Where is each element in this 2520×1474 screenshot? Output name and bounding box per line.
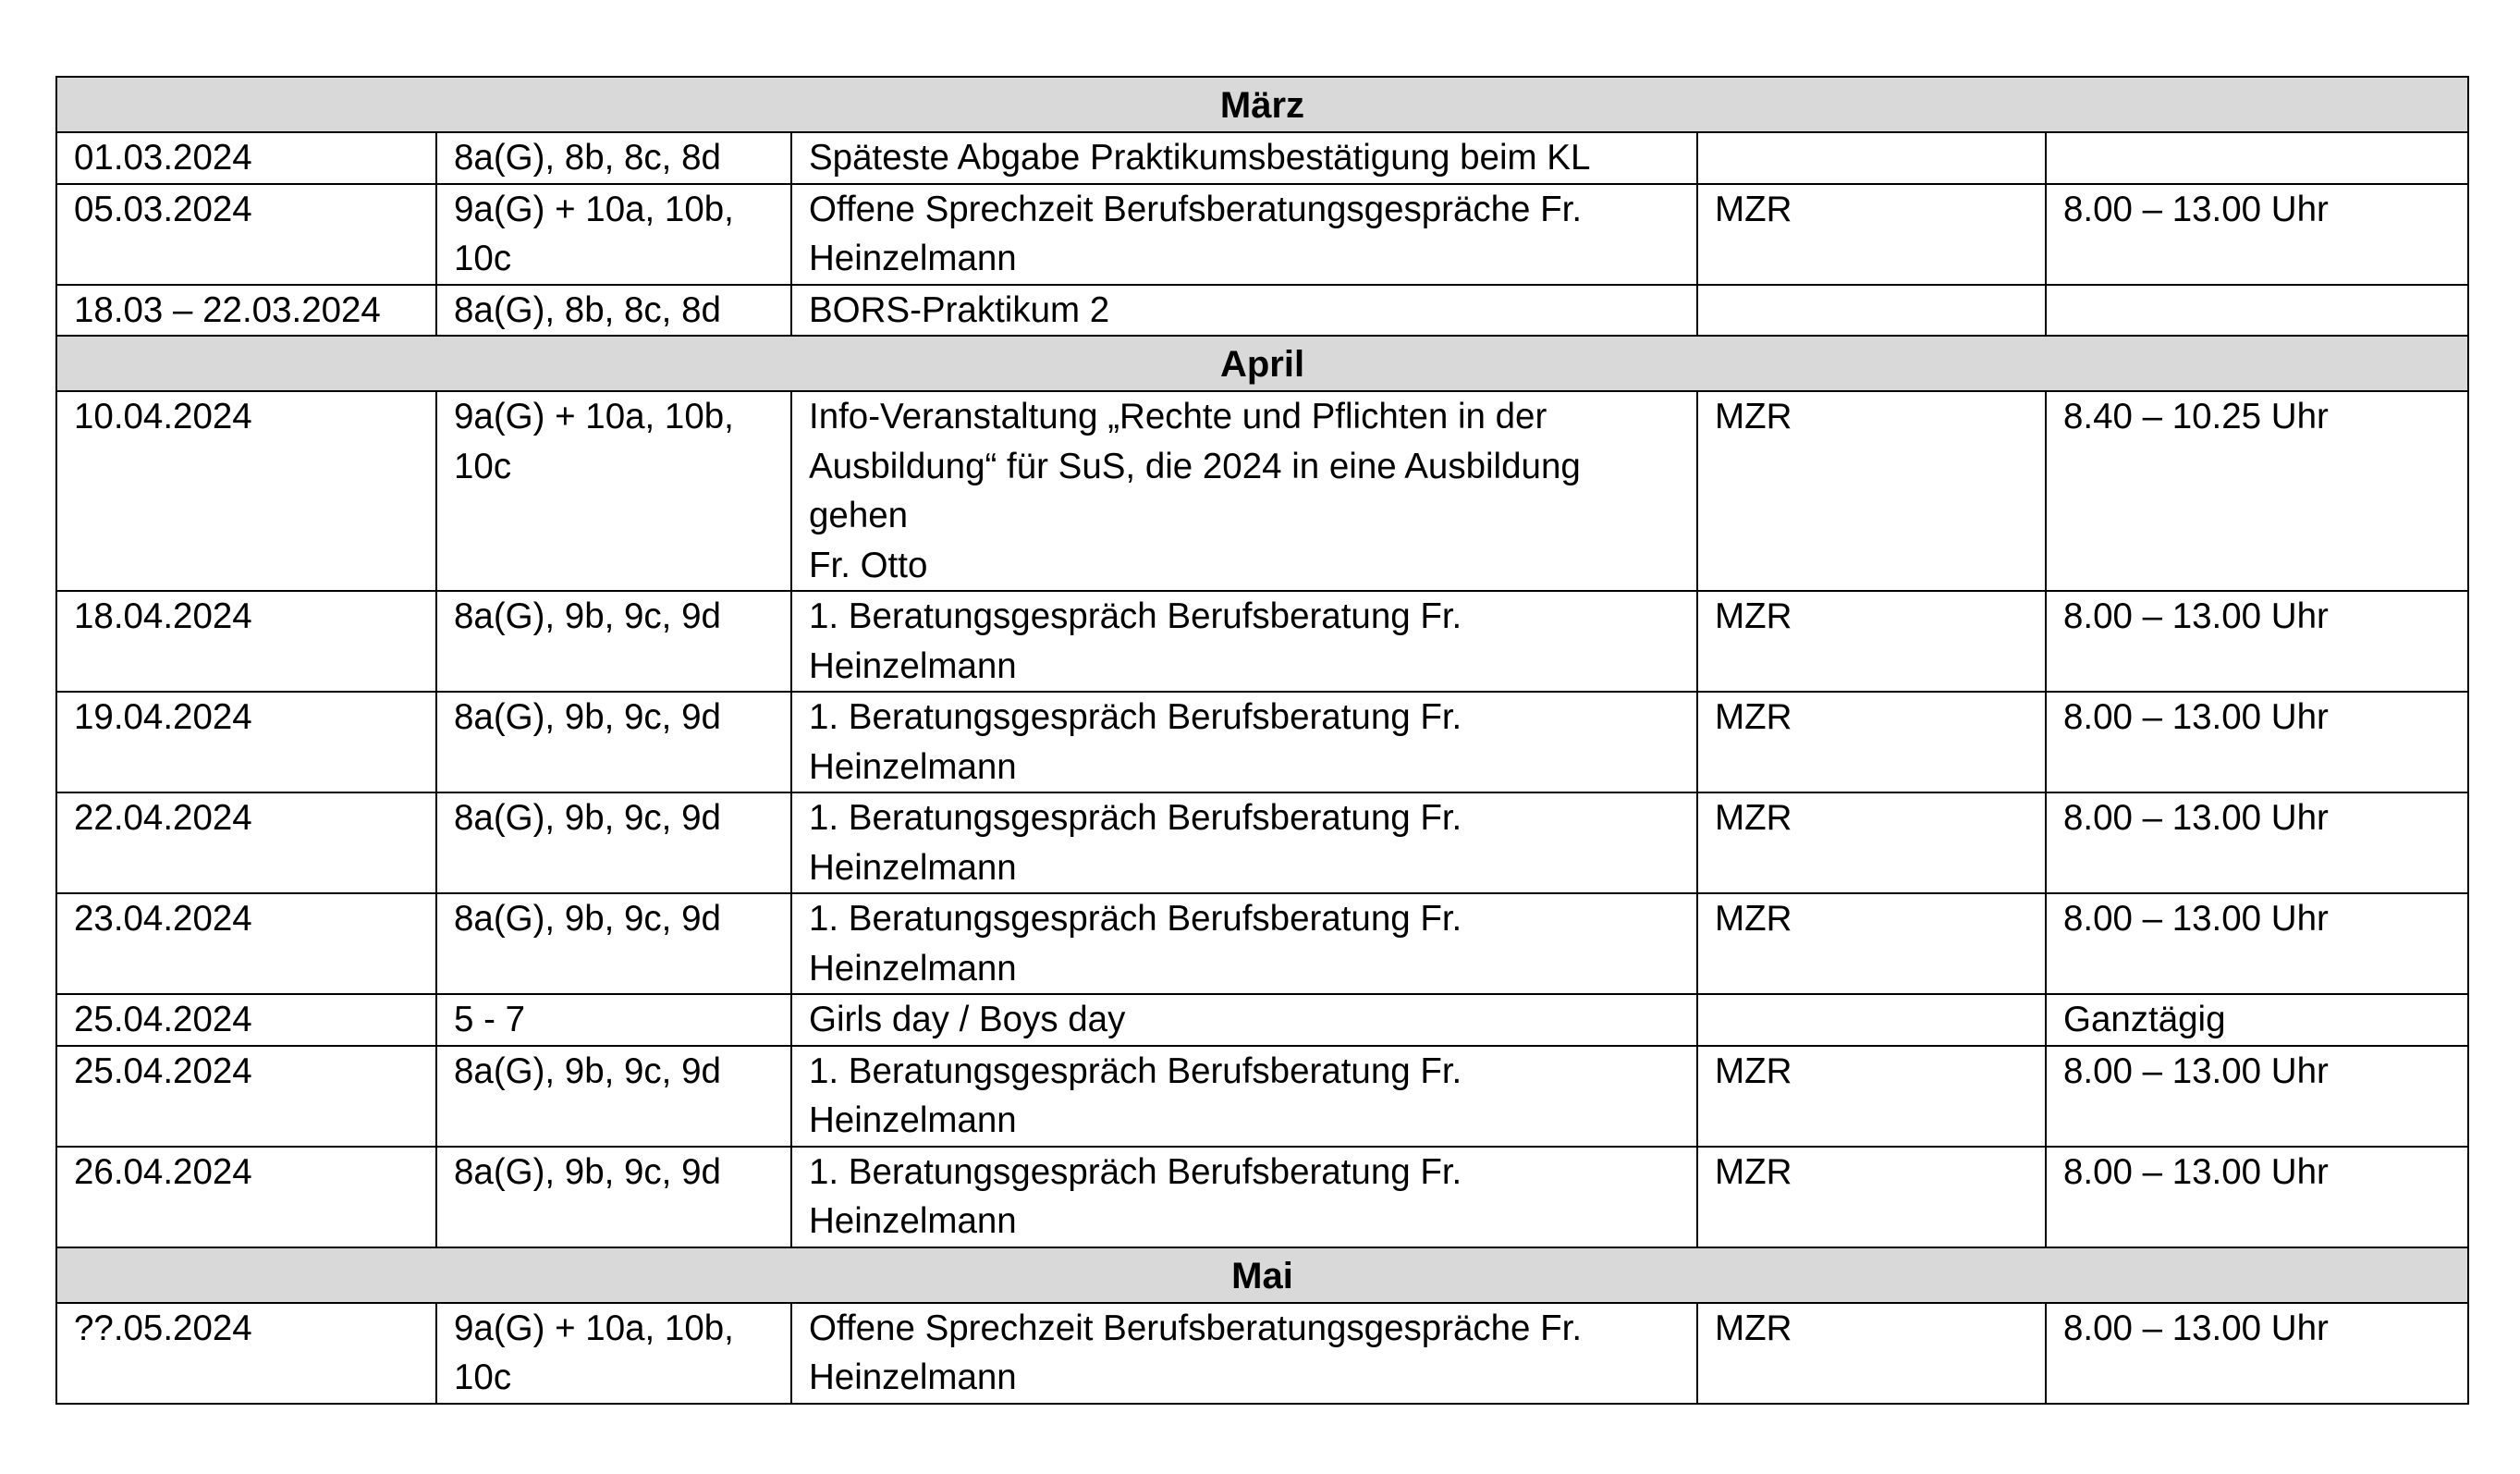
event-cell: [791, 1147, 1697, 1247]
room-cell: [1697, 132, 2046, 184]
classes-cell: [436, 1303, 791, 1404]
classes-cell: [436, 1046, 791, 1147]
classes-cell: [436, 692, 791, 792]
classes-cell: [436, 1147, 791, 1247]
classes-cell: [436, 285, 791, 337]
event-cell-line: 1. Beratungsgespräch Berufsberatung Fr.: [809, 596, 1462, 636]
event-cell: [791, 994, 1697, 1046]
month-title: Mai: [56, 1247, 2468, 1303]
time-cell: 8.00 – 13.00 Uhr: [2046, 792, 2468, 893]
event-cell: [791, 1303, 1697, 1404]
event-cell-line: Heinzelmann: [809, 645, 1017, 686]
event-cell: [791, 132, 1697, 184]
event-cell-line: Späteste Abgabe Praktikumsbestätigung beim KL: [809, 138, 1591, 178]
event-cell-line: 1. Beratungsgespräch Berufsberatung Fr.: [809, 798, 1462, 838]
classes-cell-line: 8a(G), 8b, 8c, 8d: [454, 289, 721, 330]
date-cell: 22.04.2024: [56, 792, 436, 893]
room-cell: MZR: [1697, 1046, 2046, 1147]
classes-cell-line: 8a(G), 9b, 9c, 9d: [454, 899, 721, 939]
date-cell: 10.04.2024: [56, 391, 436, 591]
date-cell: 25.04.2024: [56, 994, 436, 1046]
classes-cell-line: 9a(G) + 10a, 10b,: [454, 397, 734, 436]
event-cell-line: Heinzelmann: [809, 847, 1017, 888]
event-cell-line: gehen: [809, 496, 909, 535]
date-cell: ??.05.2024: [56, 1303, 436, 1404]
room-cell: MZR: [1697, 792, 2046, 893]
classes-cell-line: 10c: [454, 446, 512, 486]
classes-cell: [436, 391, 791, 591]
date-cell: 19.04.2024: [56, 692, 436, 792]
classes-cell-line: 5 - 7: [454, 1000, 526, 1039]
time-cell: 8.00 – 13.00 Uhr: [2046, 591, 2468, 692]
classes-cell-line: 10c: [454, 239, 512, 278]
classes-cell: [436, 994, 791, 1046]
table-row: [56, 184, 2468, 285]
room-cell: MZR: [1697, 893, 2046, 994]
time-cell: 8.40 – 10.25 Uhr: [2046, 391, 2468, 591]
event-cell-line: 1. Beratungsgespräch Berufsberatung Fr.: [809, 899, 1462, 939]
classes-cell-line: 8a(G), 9b, 9c, 9d: [454, 798, 721, 838]
classes-cell-line: 9a(G) + 10a, 10b,: [454, 189, 734, 229]
time-cell: 8.00 – 13.00 Uhr: [2046, 1046, 2468, 1147]
event-cell-line: Girls day / Boys day: [809, 1000, 1126, 1039]
classes-cell: [436, 591, 791, 692]
classes-cell-line: 10c: [454, 1357, 512, 1397]
table-row: [56, 591, 2468, 692]
classes-cell-line: 8a(G), 9b, 9c, 9d: [454, 596, 721, 636]
time-cell: [2046, 285, 2468, 337]
classes-cell-line: 8a(G), 8b, 8c, 8d: [454, 138, 721, 178]
table-row: [56, 792, 2468, 893]
event-cell-line: Offene Sprechzeit Berufsberatungsgespräche Fr.: [809, 1308, 1583, 1348]
room-cell: [1697, 994, 2046, 1046]
classes-cell-line: 8a(G), 9b, 9c, 9d: [454, 697, 721, 737]
time-cell: 8.00 – 13.00 Uhr: [2046, 893, 2468, 994]
classes-cell: [436, 132, 791, 184]
classes-cell: [436, 792, 791, 893]
table-row: [56, 994, 2468, 1046]
date-cell: 26.04.2024: [56, 1147, 436, 1247]
room-cell: MZR: [1697, 1303, 2046, 1404]
time-cell: 8.00 – 13.00 Uhr: [2046, 184, 2468, 285]
event-cell: [791, 184, 1697, 285]
event-cell-line: Heinzelmann: [809, 1100, 1017, 1140]
event-cell: [791, 792, 1697, 893]
date-cell: 25.04.2024: [56, 1046, 436, 1147]
month-header-row: [56, 336, 2468, 391]
event-cell-line: 1. Beratungsgespräch Berufsberatung Fr.: [809, 1050, 1462, 1091]
date-cell: 18.04.2024: [56, 591, 436, 692]
event-cell: [791, 591, 1697, 692]
event-cell: [791, 893, 1697, 994]
table-row: [56, 391, 2468, 591]
room-cell: MZR: [1697, 591, 2046, 692]
event-cell-line: Heinzelmann: [809, 948, 1017, 989]
classes-cell-line: 9a(G) + 10a, 10b,: [454, 1308, 734, 1348]
event-cell-line: Heinzelmann: [809, 746, 1017, 787]
event-cell-line: BORS-Praktikum 2: [809, 289, 1110, 330]
time-cell: 8.00 – 13.00 Uhr: [2046, 692, 2468, 792]
event-cell-line: Heinzelmann: [809, 1357, 1017, 1397]
schedule-table: [55, 76, 2469, 1405]
classes-cell: [436, 184, 791, 285]
room-cell: MZR: [1697, 391, 2046, 591]
classes-cell-line: 8a(G), 9b, 9c, 9d: [454, 1050, 721, 1091]
month-title: April: [56, 336, 2468, 391]
time-cell: 8.00 – 13.00 Uhr: [2046, 1303, 2468, 1404]
event-cell-line: Info-Veranstaltung „Rechte und Pflichten in der: [809, 397, 1547, 436]
time-cell: 8.00 – 13.00 Uhr: [2046, 1147, 2468, 1247]
room-cell: MZR: [1697, 692, 2046, 792]
month-header-row: [56, 77, 2468, 132]
date-cell: 23.04.2024: [56, 893, 436, 994]
time-cell: Ganztägig: [2046, 994, 2468, 1046]
event-cell: [791, 692, 1697, 792]
time-cell: [2046, 132, 2468, 184]
table-row: [56, 893, 2468, 994]
date-cell: 18.03 – 22.03.2024: [56, 285, 436, 337]
room-cell: MZR: [1697, 1147, 2046, 1247]
room-cell: [1697, 285, 2046, 337]
month-header-row: [56, 1247, 2468, 1303]
month-title: März: [56, 77, 2468, 132]
event-cell-line: Ausbildung“ für SuS, die 2024 in eine Ausbildung: [809, 446, 1581, 486]
table-row: [56, 1303, 2468, 1404]
classes-cell: [436, 893, 791, 994]
schedule-document: [55, 76, 2467, 1405]
event-cell-line: 1. Beratungsgespräch Berufsberatung Fr.: [809, 697, 1462, 737]
event-cell: [791, 1046, 1697, 1147]
table-row: [56, 692, 2468, 792]
event-cell-line: Heinzelmann: [809, 239, 1017, 278]
classes-cell-line: 8a(G), 9b, 9c, 9d: [454, 1151, 721, 1192]
event-cell-line: Fr. Otto: [809, 545, 928, 585]
schedule-body: [56, 77, 2468, 1404]
event-cell-line: Offene Sprechzeit Berufsberatungsgespräche Fr.: [809, 189, 1583, 229]
table-row: [56, 1147, 2468, 1247]
table-row: [56, 285, 2468, 337]
table-row: [56, 132, 2468, 184]
date-cell: 01.03.2024: [56, 132, 436, 184]
table-row: [56, 1046, 2468, 1147]
room-cell: MZR: [1697, 184, 2046, 285]
event-cell-line: 1. Beratungsgespräch Berufsberatung Fr.: [809, 1151, 1462, 1192]
event-cell: [791, 391, 1697, 591]
event-cell-line: Heinzelmann: [809, 1201, 1017, 1241]
event-cell: [791, 285, 1697, 337]
date-cell: 05.03.2024: [56, 184, 436, 285]
